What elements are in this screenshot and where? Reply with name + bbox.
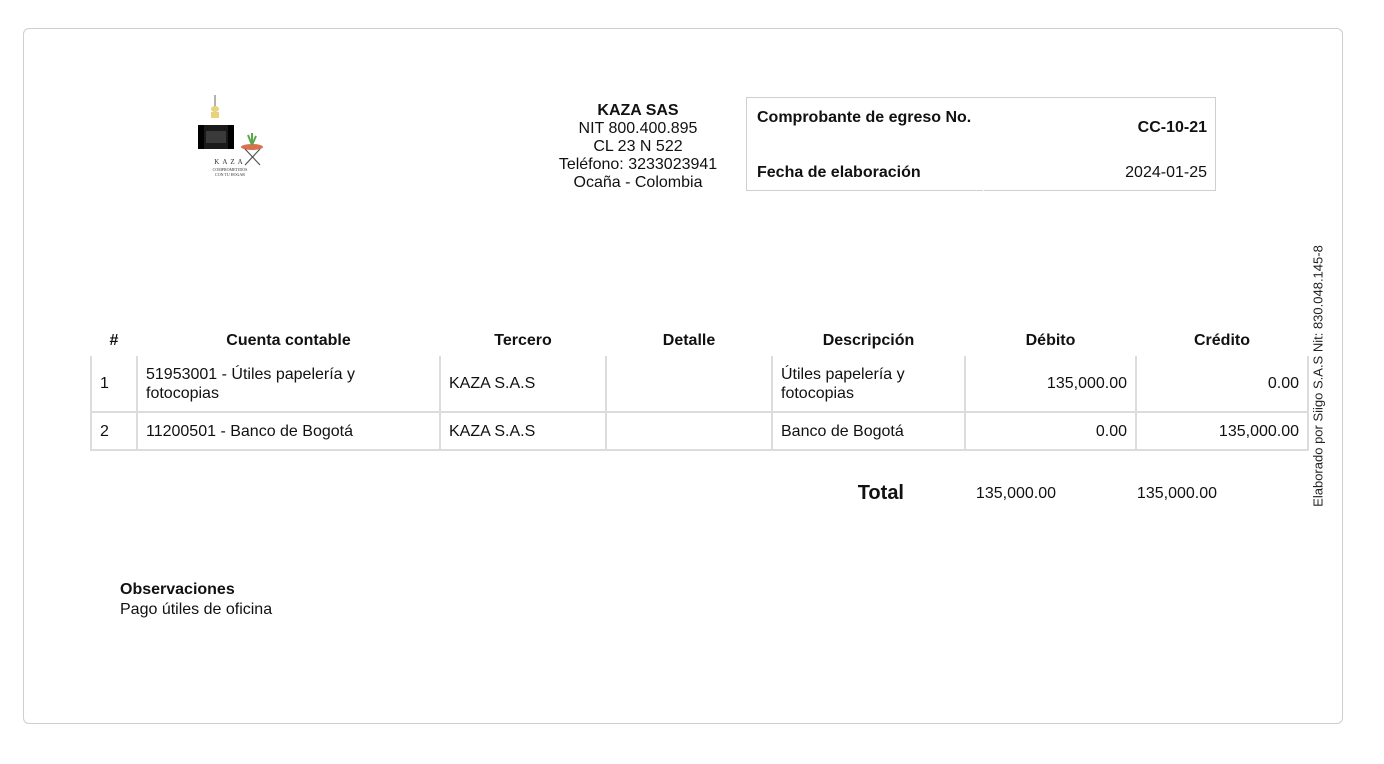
logo-tagline-2: CON TU HOGAR: [215, 172, 245, 177]
observations-title: Observaciones: [120, 581, 235, 598]
cell-number: 1: [91, 356, 137, 412]
company-phone: Teléfono: 3233023941: [558, 156, 718, 173]
cell-description: Banco de Bogotá: [772, 412, 965, 450]
logo-tagline-1: COMPROMETIDOS: [212, 167, 248, 172]
cell-detail: [606, 356, 772, 412]
cell-number: 2: [91, 412, 137, 450]
total-debit: 135,000.00: [975, 485, 1056, 502]
cell-third-party: KAZA S.A.S: [440, 412, 606, 450]
cell-debit: 0.00: [965, 412, 1136, 450]
accounting-table: [90, 326, 1309, 451]
voucher-date-value: 2024-01-25: [1125, 164, 1207, 181]
cell-description: Útiles papelería y fotocopias: [772, 356, 965, 412]
table-header-row: [91, 326, 1308, 356]
observations-text: Pago útiles de oficina: [120, 601, 273, 618]
cell-credit: 0.00: [1136, 356, 1308, 412]
company-nit: NIT 800.400.895: [578, 120, 698, 137]
cell-detail: [606, 412, 772, 450]
cell-account: 51953001 - Útiles papelería y fotocopias: [137, 356, 440, 412]
cell-third-party: KAZA S.A.S: [440, 356, 606, 412]
table-row: [91, 356, 1308, 412]
company-info: [548, 102, 728, 192]
info-box-divider: [983, 98, 984, 191]
col-header-account: Cuenta contable: [226, 332, 351, 349]
col-header-debit: Débito: [1025, 332, 1076, 349]
cell-credit: 135,000.00: [1136, 412, 1308, 450]
company-city: Ocaña - Colombia: [573, 174, 703, 191]
company-address: CL 23 N 522: [593, 138, 683, 155]
voucher-number-label: Comprobante de egreso No.: [757, 109, 972, 126]
company-name: KAZA SAS: [597, 102, 679, 119]
col-header-number: #: [109, 332, 119, 349]
table-row: [91, 412, 1308, 450]
col-header-detail: Detalle: [662, 332, 716, 349]
voucher-date-label: Fecha de elaboración: [757, 164, 921, 181]
col-header-third-party: Tercero: [494, 332, 552, 349]
voucher-info-box: [746, 97, 1216, 191]
col-header-credit: Crédito: [1194, 332, 1250, 349]
generated-by-text: Elaborado por Siigo S.A.S Nit: 830.048.145-8: [1310, 245, 1326, 507]
voucher-number-value: CC-10-21: [1137, 119, 1207, 136]
total-label: Total: [857, 482, 904, 504]
col-header-description: Descripción: [822, 332, 915, 349]
cell-debit: 135,000.00: [965, 356, 1136, 412]
cell-account: 11200501 - Banco de Bogotá: [137, 412, 440, 450]
total-credit: 135,000.00: [1136, 485, 1217, 502]
logo-brand: KAZA: [214, 158, 246, 166]
